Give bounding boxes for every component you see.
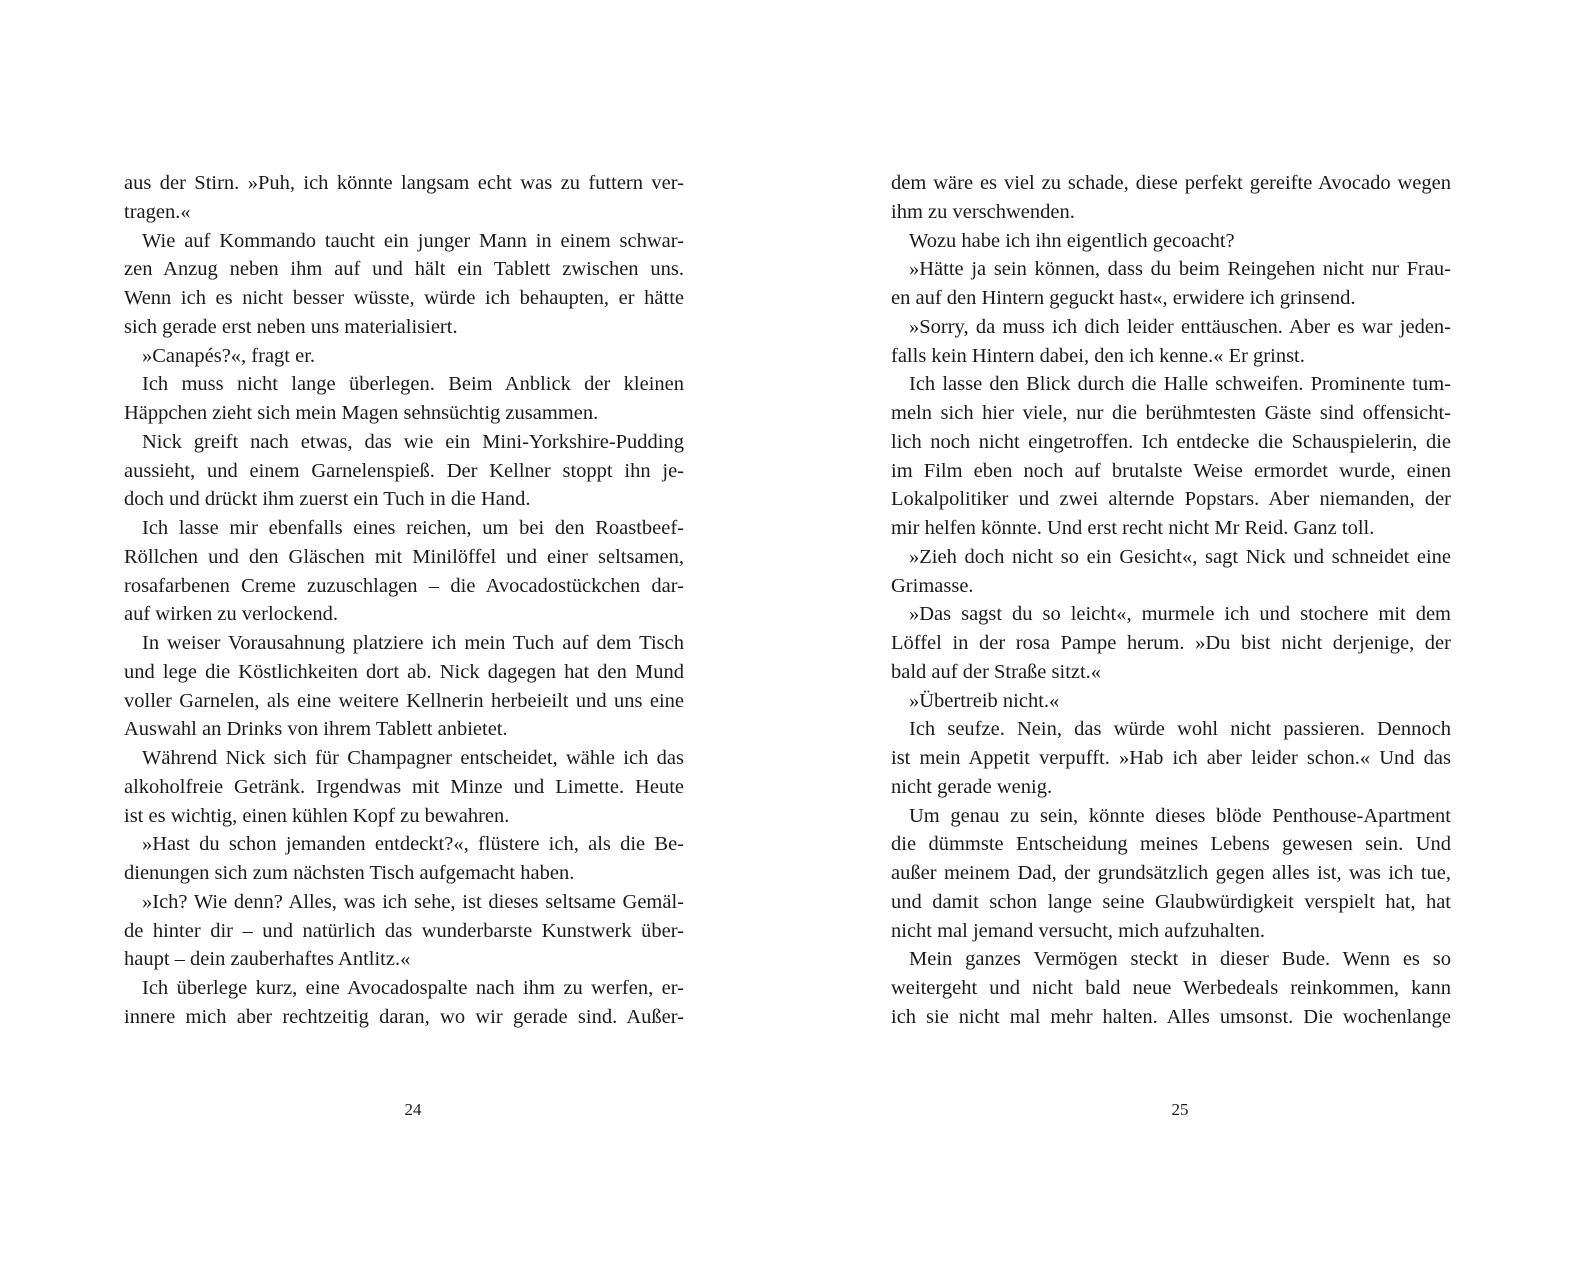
text-line: Während Nick sich für Champagner entscheidet, wähle ich das [142, 747, 684, 769]
text-line: voller Garnelen, als eine weitere Kellnerin herbeieilt und uns eine [124, 689, 684, 712]
text-line: »Übertreib nicht.« [909, 689, 1060, 712]
text-line: haupt – dein zauberhaftes Antlitz.« [124, 948, 411, 971]
text-line: innere mich aber rechtzeitig daran, wo wir gerade sind. Außer- [124, 1005, 684, 1028]
text-line: ich sie nicht mal mehr halten. Alles umsonst. Die wochenlange [891, 1005, 1451, 1028]
text-line: im Film eben noch auf brutalste Weise ermordet wurde, einen [891, 459, 1451, 482]
text-line: rosafarbenen Creme zuzuschlagen – die Avocadostückchen dar- [124, 574, 684, 597]
right-page-text [891, 169, 1451, 1032]
text-line: Wenn ich es nicht besser wüsste, würde ich behaupten, er hätte [124, 287, 684, 309]
text-line: Ich lasse mir ebenfalls eines reichen, um bei den Roastbeef- [142, 517, 684, 539]
text-line: auf wirken zu verlockend. [124, 603, 339, 626]
text-line: lich noch nicht eingetroffen. Ich entdecke die Schauspielerin, die [891, 430, 1451, 453]
text-line: Um genau zu sein, könnte dieses blöde Penthouse-Apartment [909, 804, 1451, 827]
text-line: Nick greift nach etwas, das wie ein Mini-Yorkshire-Pudding [142, 430, 684, 453]
text-line: dienungen sich zum nächsten Tisch aufgemacht haben. [124, 862, 575, 884]
text-line: aus der Stirn. »Puh, ich könnte langsam echt was zu futtern ver- [124, 172, 684, 194]
text-line: Auswahl an Drinks von ihrem Tablett anbietet. [124, 718, 508, 741]
text-line: »Sorry, da muss ich dich leider enttäuschen. Aber es war jeden- [909, 315, 1451, 338]
text-line: Lokalpolitiker und zwei alternde Popstars. Aber niemanden, der [891, 488, 1451, 511]
text-line: Ich überlege kurz, eine Avocadospalte nach ihm zu werfen, er- [142, 977, 684, 999]
text-line: außer meinem Dad, der grundsätzlich gegen alles ist, was ich tue, [891, 862, 1451, 884]
text-line: »Zieh doch nicht so ein Gesicht«, sagt Nick und schneidet eine [909, 545, 1451, 568]
text-line: Häppchen zieht sich mein Magen sehnsüchtig zusammen. [124, 402, 599, 424]
text-line: »Canapés?«, fragt er. [142, 344, 316, 367]
text-line: falls kein Hintern dabei, den ich kenne.« Er grinst. [891, 344, 1305, 367]
text-line: »Hast du schon jemanden entdeckt?«, flüstere ich, als die Be- [142, 833, 684, 856]
text-line: Mein ganzes Vermögen steckt in dieser Bude. Wenn es so [909, 948, 1451, 971]
text-line: Löffel in der rosa Pampe herum. »Du bist nicht derjenige, der [891, 632, 1451, 654]
text-line: ist es wichtig, einen kühlen Kopf zu bewahren. [124, 804, 510, 827]
text-line: »Das sagst du so leicht«, murmele ich und stochere mit dem [909, 603, 1451, 626]
text-line: bald auf der Straße sitzt.« [891, 660, 1102, 683]
text-line: »Ich? Wie denn? Alles, was ich sehe, ist dieses seltsame Gemäl- [142, 890, 684, 913]
text-line: »Hätte ja sein können, dass du beim Reingehen nicht nur Frau- [909, 258, 1451, 281]
text-line: zen Anzug neben ihm auf und hält ein Tablett zwischen uns. [124, 258, 684, 281]
left-page-number: 24 [404, 1100, 422, 1119]
text-line: Ich muss nicht lange überlegen. Beim Anblick der kleinen [142, 373, 684, 396]
text-line: und lege die Köstlichkeiten dort ab. Nick dagegen hat den Mund [124, 660, 684, 683]
text-line: doch und drückt ihm zuerst ein Tuch in die Hand. [124, 488, 531, 511]
text-line: Ich seufze. Nein, das würde wohl nicht passieren. Dennoch [909, 718, 1451, 741]
text-line: nicht mal jemand versucht, mich aufzuhalten. [891, 919, 1265, 942]
text-line: Wie auf Kommando taucht ein junger Mann in einem schwar- [142, 229, 684, 252]
text-line: Ich lasse den Blick durch die Halle schweifen. Prominente tum- [909, 373, 1451, 396]
right-page-number: 25 [1171, 1100, 1189, 1119]
text-line: Grimasse. [891, 574, 974, 597]
text-line: mir helfen könnte. Und erst recht nicht Mr Reid. Ganz toll. [891, 517, 1375, 539]
text-line: ist mein Appetit verpufft. »Hab ich aber leider schon.« Und das [891, 747, 1451, 769]
text-line: alkoholfreie Getränk. Irgendwas mit Minze und Limette. Heute [124, 775, 684, 798]
text-line: Wozu habe ich ihn eigentlich gecoacht? [909, 229, 1235, 252]
text-line: die dümmste Entscheidung meines Lebens gewesen sein. Und [891, 833, 1451, 856]
text-line: nicht gerade wenig. [891, 775, 1053, 798]
text-line: meln sich hier viele, nur die berühmtesten Gäste sind offensicht- [891, 402, 1451, 424]
text-line: ihm zu verschwenden. [891, 200, 1075, 223]
text-line: In weiser Vorausahnung platziere ich mein Tuch auf dem Tisch [142, 632, 684, 654]
text-line: aussieht, und einem Garnelenspieß. Der Kellner stoppt ihn je- [124, 459, 684, 482]
text-line: und damit schon lange seine Glaubwürdigkeit verspielt hat, hat [891, 890, 1451, 913]
text-line: de hinter dir – und natürlich das wunderbarste Kunstwerk über- [124, 919, 684, 942]
text-line: dem wäre es viel zu schade, diese perfekt gereifte Avocado wegen [891, 172, 1451, 194]
text-line: Röllchen und den Gläschen mit Minilöffel und einer seltsamen, [124, 545, 684, 568]
text-line: tragen.« [124, 200, 191, 223]
text-line: en auf den Hintern geguckt hast«, erwidere ich grinsend. [891, 287, 1356, 309]
text-line: sich gerade erst neben uns materialisiert. [124, 315, 458, 338]
text-line: weitergeht und nicht bald neue Werbedeals reinkommen, kann [891, 977, 1451, 999]
left-page-text [124, 169, 684, 1032]
